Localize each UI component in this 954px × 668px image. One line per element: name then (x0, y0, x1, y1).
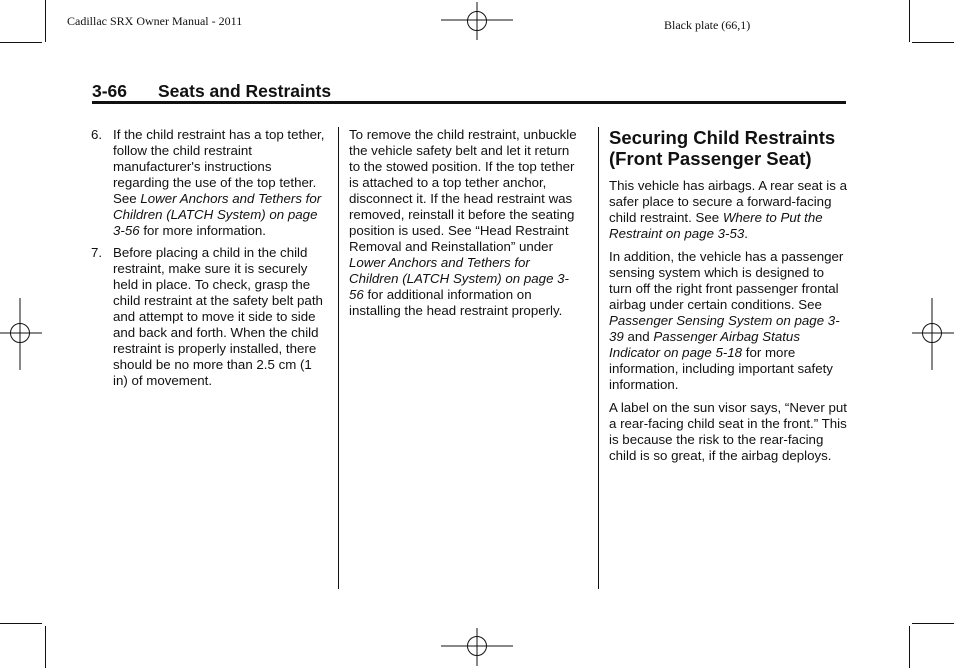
crop-mark (912, 42, 954, 43)
cross-reference: Passenger Sensing System on page 3-39 (609, 313, 840, 344)
column-divider (338, 127, 339, 589)
registration-mark-right (912, 298, 954, 370)
crop-mark (912, 623, 954, 624)
paragraph: In addition, the vehicle has a passenger sensing system which is designed to turn off the right front passenger frontal airbag under certain conditions. See Passenger Sensing System on page 3-39 and Passenger Airbag Status Indicator on page 5-18 for more information, including important safety information. (609, 249, 844, 392)
crop-mark (909, 0, 910, 42)
cross-reference: Lower Anchors and Tethers for Children (LATCH System) on page 3-56 (113, 191, 322, 238)
paragraph: A label on the sun visor says, “Never put a rear-facing child seat in the front.” This is because the risk to the rear-facing child is so great, if the airbag deploys. (609, 400, 847, 463)
column-divider (598, 127, 599, 589)
page-number: 3-66 (92, 81, 128, 101)
section-heading: Securing Child Restraints (Front Passenger Seat) (609, 127, 836, 169)
column-2 (349, 127, 577, 326)
crop-mark (0, 623, 42, 624)
list-text: If the child restraint has a top tether, follow the child restraint manufacturer's instructions regarding the use of the top tether. See Lower Anchors and Tethers for Children (LATCH System) on page 3-56 for more information. (113, 127, 325, 238)
registration-mark-bottom (441, 628, 513, 668)
crop-mark (0, 42, 42, 43)
crop-mark (45, 0, 46, 42)
registration-mark-left (0, 298, 42, 370)
cross-reference: Where to Put the Restraint on page 3-53 (609, 210, 823, 241)
plate-label: Black plate (66,1) (664, 18, 751, 32)
list-item (91, 127, 327, 239)
list-item (91, 245, 327, 389)
paragraph: This vehicle has airbags. A rear seat is a safer place to secure a forward-facing child restraint. See Where to Put the Restraint on page 3-53. (609, 178, 847, 241)
paragraph: To remove the child restraint, unbuckle the vehicle safety belt and let it return to the stowed position. If the top tether is attached to a top tether anchor, disconnect it. If the head restraint was removed, reinstall it before the seating position is used. See “Head Restraint Removal and Reinstallation” under Lower Anchors and Tethers for Children (LATCH System) on page 3-56 for additional information on installing the head restraint properly. (349, 127, 577, 318)
crop-mark (45, 626, 46, 668)
list-text: Before placing a child in the child restraint, make sure it is securely held in place. To check, grasp the child restraint at the safety belt path and attempt to move it side to side and back and forth. When the child restraint is properly installed, there should be no more than 2.5 cm (1 in) of movement. (113, 245, 323, 388)
column-1 (91, 127, 327, 395)
cross-reference: Passenger Airbag Status Indicator on page 5-18 (609, 329, 800, 360)
header-rule (92, 101, 846, 104)
list-number: 6. (91, 127, 103, 142)
manual-title: Cadillac SRX Owner Manual - 2011 (67, 14, 243, 28)
registration-mark-top (441, 0, 513, 40)
list-number: 7. (91, 245, 103, 260)
section-title: Seats and Restraints (158, 81, 332, 101)
crop-mark (909, 626, 910, 668)
cross-reference: Lower Anchors and Tethers for Children (LATCH System) on page 3-56 (349, 255, 569, 302)
column-3 (609, 127, 847, 471)
